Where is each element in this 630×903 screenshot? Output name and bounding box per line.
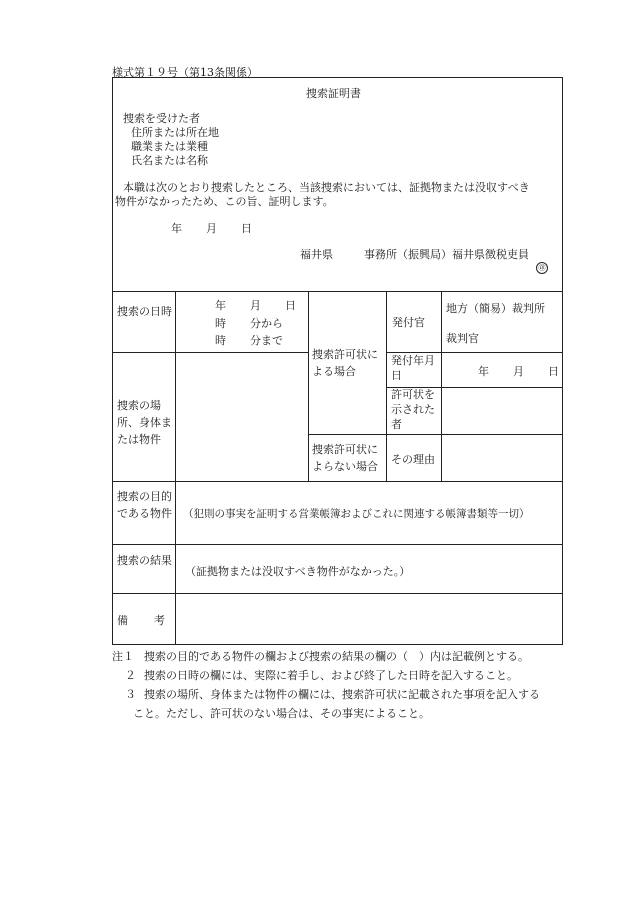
statement-line-2: 物件がなかったため、この旨、証明します。 bbox=[115, 195, 334, 208]
note-2-number: ２ bbox=[125, 669, 136, 682]
form-number: 様式第１９号（第13条関係） bbox=[112, 66, 258, 79]
table-line bbox=[112, 544, 563, 545]
datetime-day: 日 bbox=[285, 299, 296, 312]
note-3-line-2: こと。ただし、許可状のない場合は、その事実によること。 bbox=[133, 707, 430, 720]
seal-mark-icon: ㊞ bbox=[536, 262, 548, 274]
note-1-number: 注１ bbox=[112, 650, 134, 663]
warrant-issue-day: 日 bbox=[548, 365, 559, 378]
no-warrant-case-label: 捜索許可状によらない場合 bbox=[312, 443, 378, 473]
note-3-line-1: 捜索の場所、身体または物件の欄には、捜索許可状に記載された事項を記入する bbox=[144, 688, 540, 701]
warrant-case-label: 捜索許可状による場合 bbox=[312, 348, 378, 378]
table-line bbox=[386, 291, 387, 481]
issue-year: 年 bbox=[171, 222, 182, 235]
search-object-label: 捜索の目的である物件 bbox=[117, 490, 172, 520]
reason-label: その理由 bbox=[391, 453, 435, 466]
court-name: 地方（簡易）裁判所 bbox=[446, 302, 545, 315]
issue-day: 日 bbox=[241, 222, 252, 235]
remarks-label: 備考 bbox=[117, 614, 191, 627]
warrant-presented-label: 許可状を示された者 bbox=[391, 388, 435, 431]
note-2: 捜索の日時の欄には、実際に着手し、および終了した日時を記入すること。 bbox=[144, 669, 518, 682]
search-object-value: （犯則の事実を証明する営業帳簿およびこれに関連する帳簿書類等一切） bbox=[183, 508, 530, 520]
datetime-start-minute: 分から bbox=[250, 317, 283, 330]
table-line bbox=[112, 593, 563, 594]
official-prefecture: 福井県 bbox=[300, 248, 333, 261]
issuer-label: 発付官 bbox=[392, 316, 425, 329]
subject-heading: 捜索を受けた者 bbox=[123, 112, 200, 125]
table-line bbox=[308, 434, 563, 435]
datetime-start-hour: 時 bbox=[215, 317, 226, 330]
search-place-label: 捜索の場所、身体または物件 bbox=[117, 399, 172, 446]
subject-name-label: 氏名または名称 bbox=[131, 154, 208, 167]
official-office: 事務所（振興局）福井県徴税吏員 bbox=[364, 248, 529, 261]
note-3-number: ３ bbox=[125, 688, 136, 701]
note-1: 捜索の目的である物件の欄および捜索の結果の欄の（ ）内は記載例とする。 bbox=[144, 650, 529, 663]
subject-occupation-label: 職業または業種 bbox=[131, 140, 208, 153]
subject-address-label: 住所または所在地 bbox=[131, 126, 219, 139]
datetime-month: 月 bbox=[250, 299, 261, 312]
table-line bbox=[175, 291, 176, 645]
datetime-label: 捜索の日時 bbox=[117, 305, 172, 318]
table-line bbox=[112, 352, 308, 353]
table-line bbox=[441, 291, 442, 481]
warrant-issue-year: 年 bbox=[478, 365, 489, 378]
table-line bbox=[308, 291, 309, 481]
judge-label: 裁判官 bbox=[446, 332, 479, 345]
datetime-end-hour: 時 bbox=[215, 334, 226, 347]
issue-month: 月 bbox=[206, 222, 217, 235]
warrant-issue-month: 月 bbox=[513, 365, 524, 378]
search-result-label: 捜索の結果 bbox=[117, 554, 172, 567]
certificate-title: 捜索証明書 bbox=[306, 87, 361, 100]
warrant-issue-date-label: 発付年月日 bbox=[391, 354, 435, 382]
table-line bbox=[112, 481, 563, 482]
datetime-year: 年 bbox=[215, 299, 226, 312]
datetime-end-minute: 分まで bbox=[250, 334, 283, 347]
statement-line-1: 本職は次のとおり捜索したところ、当該捜索においては、証拠物または没収すべき bbox=[123, 181, 530, 194]
search-result-value: （証拠物または没収すべき物件がなかった。） bbox=[185, 565, 411, 578]
